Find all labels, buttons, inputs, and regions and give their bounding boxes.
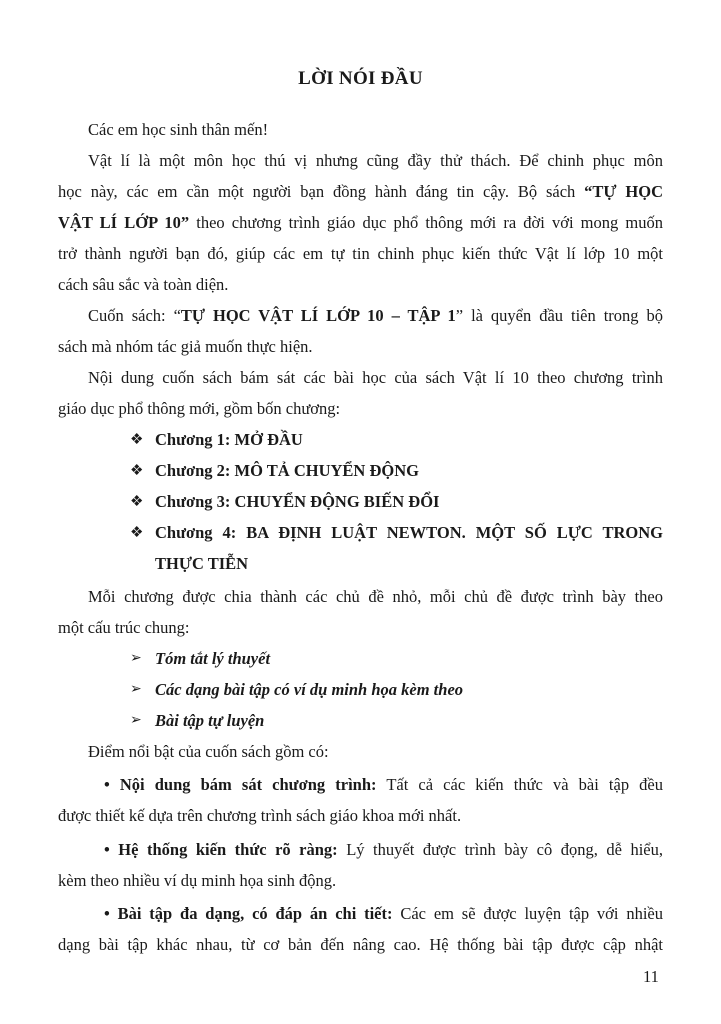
feature-title: • Hệ thống kiến thức rõ ràng: bbox=[104, 840, 338, 859]
page-title: LỜI NÓI ĐẦU bbox=[298, 68, 423, 89]
feature-line-continued: được thiết kế dựa trên chương trình sách giáo khoa mới nhất. bbox=[58, 806, 462, 825]
volume-prefix: Cuốn sách: “ bbox=[88, 306, 181, 325]
intro-line-3-text: theo chương trình giáo dục phổ thông mới ra đời với mong muốn bbox=[189, 213, 663, 232]
feature-line bbox=[104, 840, 663, 860]
intro-line-2 bbox=[58, 182, 663, 202]
chapter-label: Chương 2: MÔ TẢ CHUYỂN ĐỘNG bbox=[155, 461, 419, 480]
chapter-label: Chương 1: MỞ ĐẦU bbox=[155, 430, 303, 449]
structure-label: Các dạng bài tập có ví dụ minh họa kèm theo bbox=[155, 680, 464, 699]
arrow-bullet-icon: ➢ bbox=[130, 713, 142, 728]
feature-text: Lý thuyết được trình bày cô đọng, dễ hiểu, bbox=[337, 840, 664, 859]
structure-label: Tóm tắt lý thuyết bbox=[155, 649, 271, 668]
book-title-part-2: VẬT LÍ LỚP 10” bbox=[58, 213, 190, 232]
highlights-intro: Điểm nổi bật của cuốn sách gồm có: bbox=[88, 742, 329, 761]
feature-title: • Bài tập đa dạng, có đáp án chi tiết: bbox=[104, 904, 393, 923]
feature-text: Các em sẽ được luyện tập với nhiều bbox=[392, 904, 663, 923]
chapter-label: THỰC TIỄN bbox=[155, 554, 249, 573]
chapter-label: Chương 3: CHUYỂN ĐỘNG BIẾN ĐỔI bbox=[155, 492, 440, 511]
volume-suffix: ” là quyển đầu tiên trong bộ bbox=[455, 306, 663, 325]
page-number: 11 bbox=[643, 967, 659, 986]
structure-line-2: một cấu trúc chung: bbox=[58, 618, 190, 637]
volume-line-2: sách mà nhóm tác giả muốn thực hiện. bbox=[58, 337, 313, 356]
structure-line-1: Mỗi chương được chia thành các chủ đề nhỏ, mỗi chủ đề được trình bày theo bbox=[88, 587, 663, 606]
chapter-label: Chương 4: BA ĐỊNH LUẬT NEWTON. MỘT SỐ LỰC TRONG bbox=[155, 523, 663, 542]
intro-line-4: trở thành người bạn đó, giúp các em tự tin chinh phục kiến thức Vật lí lớp 10 một bbox=[58, 244, 663, 263]
intro-line-2-text: học này, các em cần một người bạn đồng hành đáng tin cậy. Bộ sách bbox=[58, 182, 585, 201]
book-title-part-1: “TỰ HỌC bbox=[584, 182, 663, 201]
feature-text: Tất cả các kiến thức và bài tập đều bbox=[376, 775, 664, 794]
intro-line-1: Vật lí là một môn học thú vị nhưng cũng đầy thử thách. Để chinh phục môn bbox=[88, 151, 663, 170]
feature-line-continued: kèm theo nhiều ví dụ minh họa sinh động. bbox=[58, 871, 337, 890]
volume-line-1 bbox=[88, 306, 663, 326]
feature-line-continued: dạng bài tập khác nhau, từ cơ bản đến nâng cao. Hệ thống bài tập được cập nhật bbox=[58, 935, 663, 954]
content-line-2: giáo dục phổ thông mới, gồm bốn chương: bbox=[58, 399, 341, 418]
diamond-bullet-icon: ❖ bbox=[130, 463, 144, 479]
volume-title: TỰ HỌC VẬT LÍ LỚP 10 – TẬP 1 bbox=[180, 306, 456, 325]
chapter-label-continued bbox=[155, 554, 248, 574]
diamond-bullet-icon: ❖ bbox=[130, 494, 144, 510]
arrow-bullet-icon: ➢ bbox=[130, 651, 142, 666]
feature-line bbox=[104, 904, 663, 924]
diamond-bullet-icon: ❖ bbox=[130, 432, 144, 448]
content-line-1: Nội dung cuốn sách bám sát các bài học của sách Vật lí 10 theo chương trình bbox=[88, 368, 663, 387]
feature-title: • Nội dung bám sát chương trình: bbox=[104, 775, 377, 794]
intro-line-3 bbox=[58, 213, 663, 233]
structure-label: Bài tập tự luyện bbox=[155, 711, 265, 730]
intro-line-5: cách sâu sắc và toàn diện. bbox=[58, 275, 229, 294]
feature-line bbox=[104, 775, 663, 795]
diamond-bullet-icon: ❖ bbox=[130, 525, 144, 541]
greeting: Các em học sinh thân mến! bbox=[88, 120, 269, 139]
arrow-bullet-icon: ➢ bbox=[130, 682, 142, 697]
